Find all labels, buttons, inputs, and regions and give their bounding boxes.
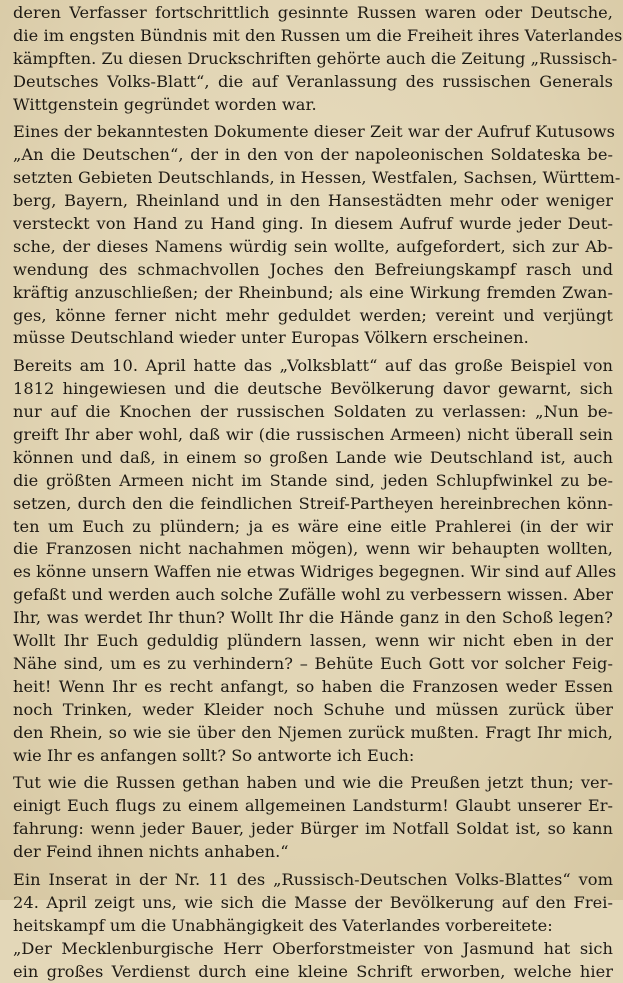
text-line: einigt Euch flugs zu einem allgemeinen Landsturm! Glaubt unserer Er- <box>13 796 613 816</box>
text-line: wie Ihr es anfangen sollt? So antworte ich Euch: <box>13 745 415 765</box>
text-line: ges, könne ferner nicht mehr geduldet werden; vereint und verjüngt <box>13 305 613 325</box>
text-line: greift Ihr aber wohl, daß wir (die russischen Armeen) nicht überall sein <box>13 425 613 445</box>
text-line: berg, Bayern, Rheinland und in den Hansestädten mehr oder weniger <box>13 191 613 211</box>
text-line: heit! Wenn Ihr es recht anfangt, so haben die Franzosen weder Essen <box>13 676 613 696</box>
text-line: Eines der bekanntesten Dokumente dieser Zeit war der Aufruf Kutusows <box>13 122 615 142</box>
text-line: „An die Deutschen“, der in den von der napoleonischen Soldateska be- <box>13 145 613 165</box>
text-line: 24. April zeigt uns, wie sich die Masse der Bevölkerung auf den Frei- <box>13 892 613 912</box>
text-line: heitskampf um die Unabhängigkeit des Vaterlandes vorbereitete: <box>13 915 553 935</box>
text-line: 1812 hingewiesen und die deutsche Bevölkerung davor gewarnt, sich <box>13 379 613 399</box>
text-line: die größten Armeen nicht im Stande sind, jeden Schlupfwinkel zu be- <box>13 470 613 490</box>
paragraph-1 <box>13 2 623 116</box>
text-line: den Rhein, so wie sie über den Njemen zurück mußten. Fragt Ihr mich, <box>13 722 613 742</box>
text-line: müsse Deutschland wieder unter Europas Völkern erscheinen. <box>13 328 529 348</box>
text-line: noch Trinken, weder Kleider noch Schuhe und müssen zurück über <box>13 699 613 719</box>
text-line: Ihr, was werdet Ihr thun? Wollt Ihr die Hände ganz in den Schoß legen? <box>13 608 613 628</box>
text-line: ein großes Verdienst durch eine kleine Schrift erworben, welche hier <box>13 961 613 981</box>
text-line: Ein Inserat in der Nr. 11 des „Russisch-Deutschen Volks-Blattes“ vom <box>13 869 613 889</box>
text-line: die Franzosen nicht nachahmen mögen), wenn wir behaupten wollten, <box>13 539 613 559</box>
text-line: „Der Mecklenburgische Herr Oberforstmeister von Jasmund hat sich <box>13 938 613 958</box>
text-line: Wollt Ihr Euch geduldig plündern lassen, wenn wir nicht eben in der <box>13 631 613 651</box>
text-line: fahrung: wenn jeder Bauer, jeder Bürger im Notfall Soldat ist, so kann <box>13 819 613 839</box>
text-line: versteckt von Hand zu Hand ging. In diesem Aufruf wurde jeder Deut- <box>13 214 613 234</box>
text-line: deren Verfasser fortschrittlich gesinnte Russen waren oder Deutsche, <box>13 3 613 22</box>
text-line: Wittgenstein gegründet worden war. <box>13 94 317 114</box>
paragraph-3 <box>13 355 617 767</box>
text-line: setzen, durch den die feindlichen Streif-Partheyen hereinbrechen könn- <box>13 493 613 513</box>
text-line: kräftig anzuschließen; der Rheinbund; als eine Wirkung fremden Zwan- <box>13 282 613 302</box>
text-line: ten um Euch zu plündern; ja es wäre eine eitle Prahlerei (in der wir <box>13 516 613 536</box>
text-line: sche, der dieses Namens würdig sein wollte, aufgefordert, sich zur Ab- <box>13 236 613 256</box>
text-line: wendung des schmachvollen Joches den Befreiungskampf rasch und <box>13 259 613 279</box>
text-line: gefaßt und werden auch solche Zufälle wohl zu verbessern wissen. Aber <box>13 585 613 605</box>
text-line: kämpften. Zu diesen Druckschriften gehörte auch die Zeitung „Russisch- <box>13 48 618 68</box>
text-line: Bereits am 10. April hatte das „Volksblatt“ auf das große Beispiel von <box>13 356 613 376</box>
text-line: setzten Gebieten Deutschlands, in Hessen, Westfalen, Sachsen, Württem- <box>13 168 621 188</box>
text-line: nur auf die Knochen der russischen Soldaten zu verlassen: „Nun be- <box>13 402 613 422</box>
paragraph-4 <box>13 772 613 864</box>
paragraph-5 <box>13 869 613 983</box>
text-line: Tut wie die Russen gethan haben und wie die Preußen jetzt thun; ver- <box>13 773 613 793</box>
text-line: der Feind ihnen nichts anhaben.“ <box>13 842 289 862</box>
text-line: Nähe sind, um es zu verhindern? – Behüte Euch Gott vor solcher Feig- <box>13 653 613 673</box>
text-line: es könne unsern Waffen nie etwas Widriges begegnen. Wir sind auf Alles <box>13 562 617 582</box>
text-line: die im engsten Bündnis mit den Russen um die Freiheit ihres Vaterlandes <box>13 25 623 45</box>
paragraph-2 <box>13 121 621 350</box>
text-line: Deutsches Volks-Blatt“, die auf Veranlassung des russischen Generals <box>13 71 613 91</box>
text-line: können und daß, in einem so großen Lande wie Deutschland ist, auch <box>13 447 613 467</box>
